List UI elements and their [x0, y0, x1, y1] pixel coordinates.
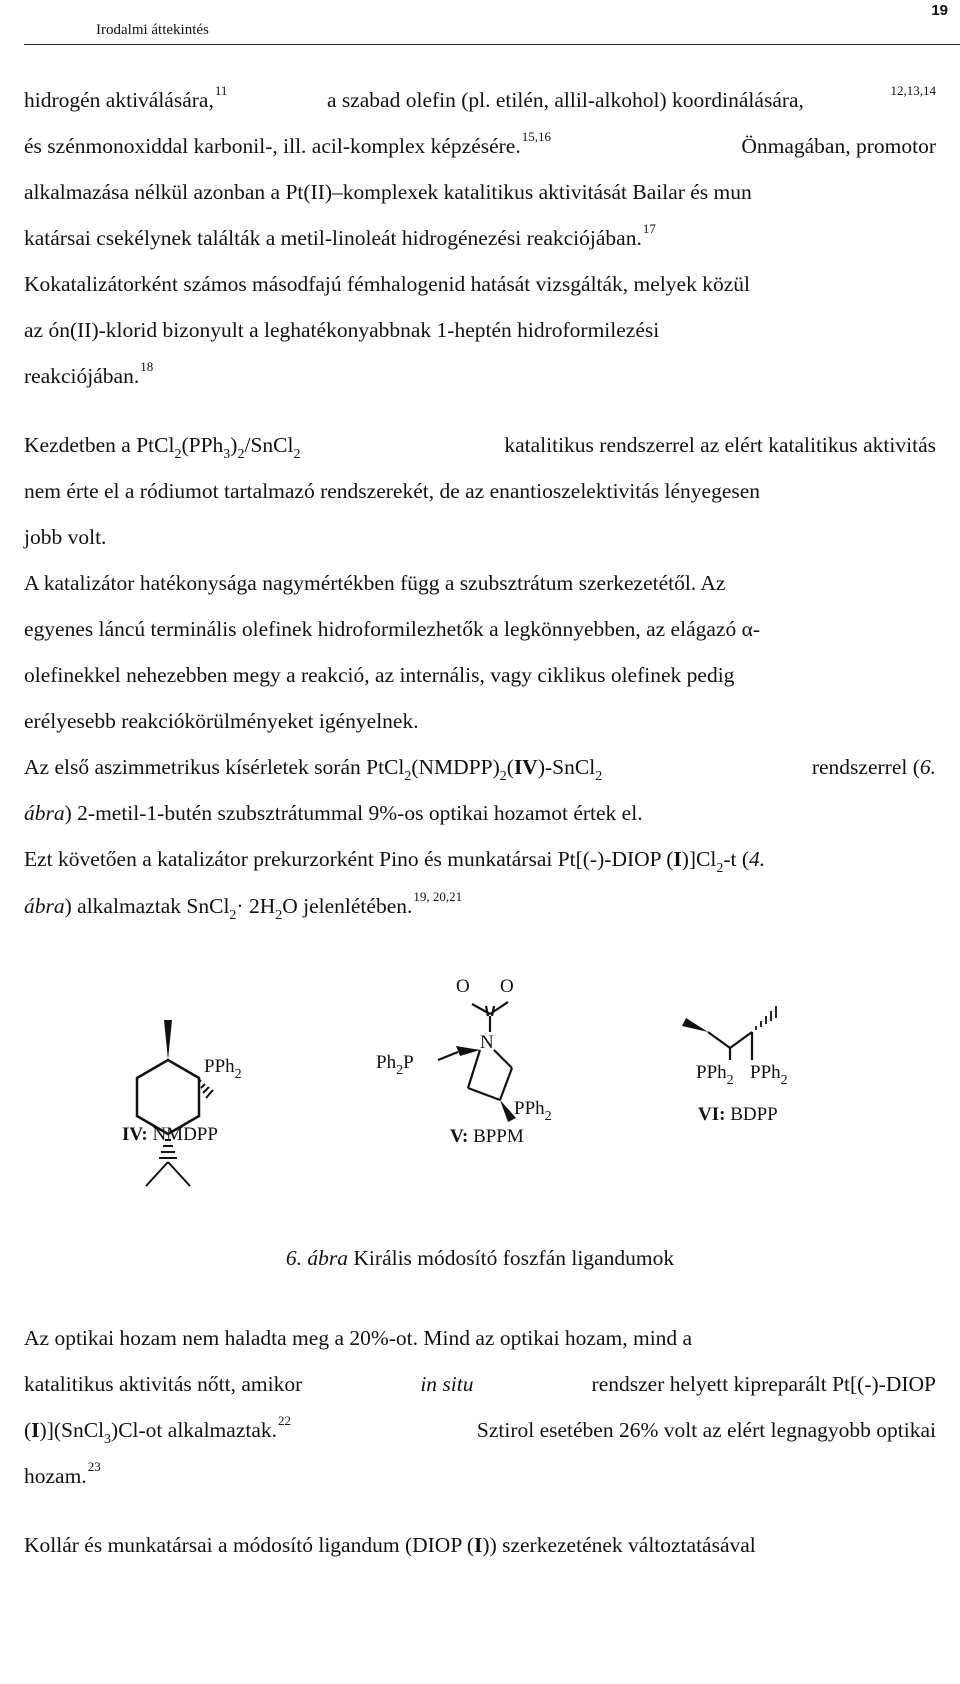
p3-line3: olefinekkel nehezebben megy a reakció, az internális, vagy ciklikus olefinek pedig — [24, 663, 735, 687]
v-pph2-label: PPh$_2$ — [514, 1098, 552, 1124]
p6-line4: hozam.$^{23}$ — [24, 1459, 101, 1488]
v-caption: V: BPPM — [450, 1126, 524, 1147]
page-number: 19 — [931, 2, 948, 19]
p1-line5: Kokatalizátorként számos másodfajú fémhalogenid hatását vizsgálták, melyek közül — [24, 272, 750, 296]
p6-line2: katalitikus aktivitás nőtt, amikor in situ rendszer helyett kipreparált Pt[(-)-DIOP — [24, 1372, 936, 1396]
p1-line7: reakciójában.$^{18}$ — [24, 359, 154, 388]
p4-line1: Az első aszimmetrikus kísérletek során $PtCl_2(NMDPP)_2(IV)-SnCl_2$ rendszerrel (6. — [24, 755, 936, 784]
vi-pph2-right: PPh$_2$ — [750, 1062, 788, 1088]
vi-caption: VI: BDPP — [698, 1104, 778, 1125]
iv-pph2-label: PPh$_2$ — [204, 1056, 242, 1082]
p2-line3: jobb volt. — [24, 525, 107, 549]
p6-line1: Az optikai hozam nem haladta meg a 20%-ot. Mind az optikai hozam, mind a — [24, 1326, 693, 1350]
p3-line1: A katalizátor hatékonysága nagymértékben függ a szubsztrátum szerkezetétől. Az — [24, 571, 726, 595]
p1-line3: alkalmazása nélkül azonban a Pt(II)–komplexek katalitikus aktivitását Bailar és mun — [24, 180, 752, 204]
iv-caption: IV: NMDPP — [122, 1124, 218, 1145]
p3-line2: egyenes láncú terminális olefinek hidroformilezhetők a legkönnyebben, az elágazó α- — [24, 617, 760, 641]
vi-pph2-left: PPh$_2$ — [696, 1062, 734, 1088]
v-ph2p-label: $Ph_2P$ — [376, 1052, 414, 1078]
v-n-atom: N — [480, 1032, 494, 1053]
p7-line1: Kollár és munkatársai a módosító ligandum (DIOP (I)) szerkezetének változtatásával — [24, 1533, 756, 1557]
p3-line4: erélyesebb reakciókörülményeket igényelnek. — [24, 709, 419, 733]
p2-line2: nem érte el a ródiumot tartalmazó rendszerekét, de az enantioszelektivitás lényegesen — [24, 479, 761, 503]
v-o-ether: O — [456, 976, 470, 997]
p1-line6: az ón(II)-klorid bizonyult a leghatékonyabbnak 1-heptén hidroformilezési — [24, 318, 660, 342]
v-o-carbonyl: O — [500, 976, 514, 997]
p1-line2: és szénmonoxiddal karbonil-, ill. acil-komplex képzésére.$^{15,16}$ Önmagában, promotor — [24, 129, 936, 158]
p2-line1: Kezdetben a $PtCl_2(PPh_3)_2/SnCl_2$ katalitikus rendszerrel az elért katalitikus aktivitás — [24, 433, 936, 462]
p6-line3: (I)](SnCl$_3$)Cl-ot alkalmaztak.$^{22}$ Sztirol esetében 26% volt az elért legnagyobb optikai — [24, 1413, 936, 1447]
p1-line1: hidrogén aktiválására,$^{11}$ a szabad olefin (pl. etilén, allil-alkohol) koordinálására, $^{12,13,14}$ — [24, 83, 936, 112]
p4-line2: ábra) 2-metil-1-butén szubsztrátummal 9%-os optikai hozamot értek el. — [24, 801, 643, 825]
header-title: Irodalmi áttekintés — [96, 22, 209, 38]
p5-line1: Ezt követően a katalizátor prekurzorként Pino és munkatársai Pt[(-)-DIOP $(I)]Cl_2-t$ (4. — [24, 847, 766, 876]
p5-line2: ábra) alkalmaztak SnCl$_2$· $2H_2O$ jelenlétében.$^{19, 20,21}$ — [24, 889, 463, 923]
page-header — [24, 0, 960, 45]
figure-caption: 6. ábra Királis módosító foszfán ligandumok — [285, 1246, 675, 1270]
p1-line4: katársai csekélynek találták a metil-linoleát hidrogénezési reakciójában.$^{17}$ — [24, 221, 656, 250]
figure-chiral-ligands — [100, 976, 880, 1240]
